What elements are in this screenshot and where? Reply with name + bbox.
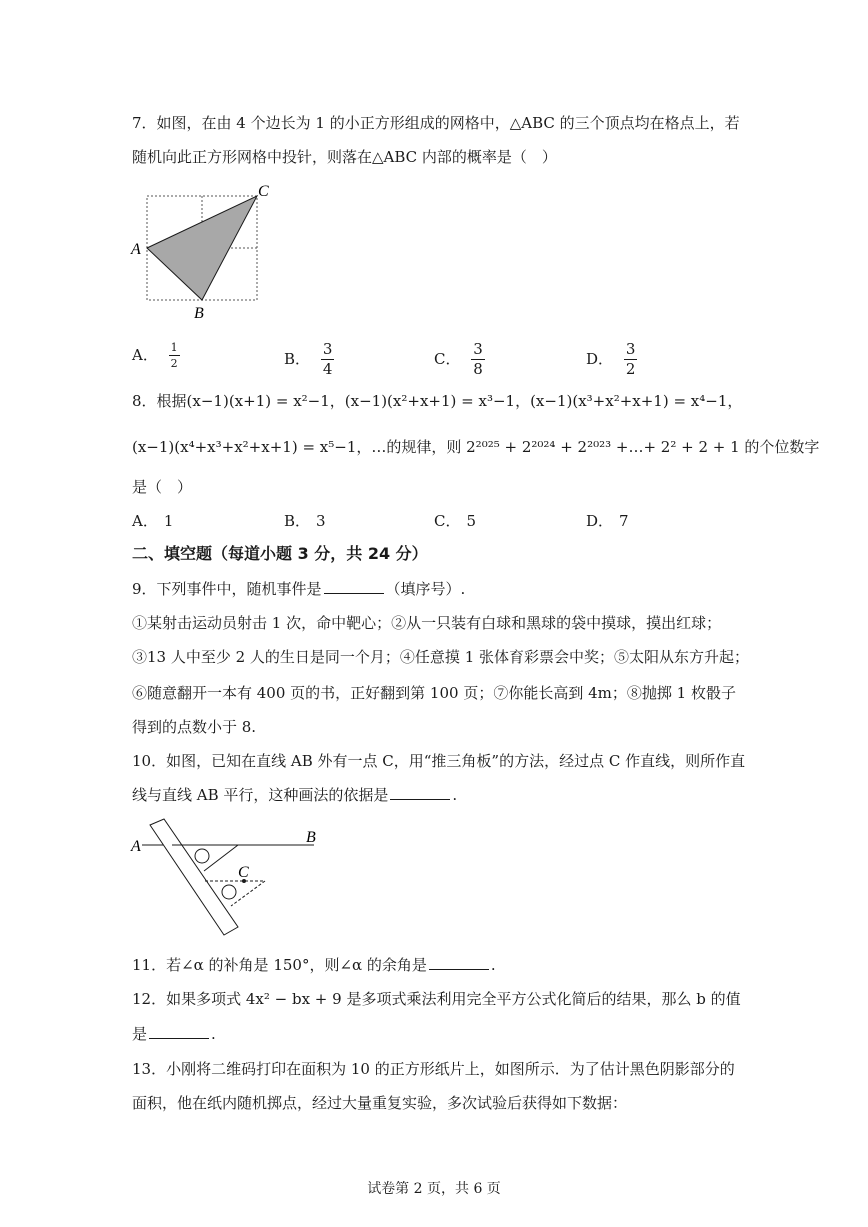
q8-line-2: (x−1)(x⁴+x³+x²+x+1) = x⁵−1，…的规律，则 2²⁰²⁵ + 2²⁰²⁴ + 2²⁰²³ +…+ 2² + 2 + 1 的个位数字 <box>132 438 820 456</box>
q8-choice-c: C． 5 <box>434 512 477 530</box>
q8-choice-d: D． 7 <box>586 512 629 530</box>
q10-label-a: A <box>131 838 141 855</box>
q9-line-5: 得到的点数小于 8. <box>132 718 257 736</box>
q9-line-2: ①某射击运动员射击 1 次，命中靶心；②从一只装有白球和黑球的袋中摸球，摸出红球； <box>132 614 722 632</box>
q13-line-2: 面积，他在纸内随机掷点，经过大量重复实验，多次试验后获得如下数据： <box>132 1094 628 1112</box>
page-footer: 试卷第 2 页，共 6 页 <box>367 1181 501 1197</box>
q12-answer-blank <box>149 1024 209 1039</box>
q7-choice-d: D． $\frac{3}{2}$ <box>586 340 636 378</box>
q11-answer-blank <box>429 955 489 970</box>
q7-choice-a: A． $\frac{1}{2}$ <box>132 341 178 370</box>
q9-line-4: ⑥随意翻开一本有 400 页的书，正好翻到第 100 页；⑦你能长高到 4m；⑧抛掷 1 枚骰子 <box>132 684 736 702</box>
q10-set-square-figure <box>126 815 326 939</box>
q7-choice-d-fraction: $\frac{3}{2}$ <box>625 340 636 378</box>
q9-line-1: 9．下列事件中，随机事件是 （填序号）. <box>132 580 466 598</box>
q10-ruler <box>150 819 238 935</box>
q10-answer-blank <box>390 785 450 800</box>
q8-choice-a: A． 1 <box>132 512 174 530</box>
q8-line-1: 8．根据(x−1)(x+1) = x²−1，(x−1)(x²+x+1) = x³−1，(x−1)(x³+x²+x+1) = x⁴−1， <box>132 392 743 410</box>
q7-line-1: 7．如图，在由 4 个边长为 1 的小正方形组成的网格中，△ABC 的三个顶点均在格点上，若 <box>132 114 740 132</box>
q12-line-1: 12．如果多项式 4x² − bx + 9 是多项式乘法利用完全平方公式化简后的结果，那么 b 的值 <box>132 990 741 1008</box>
q7-triangle-figure <box>126 180 286 320</box>
q7-choice-c-fraction: $\frac{3}{8}$ <box>473 340 483 378</box>
q8-choices <box>132 510 752 540</box>
q7-label-a: A <box>131 241 141 258</box>
section-fill-in-heading: 二、填空题（每道小题 3 分，共 24 分） <box>132 544 428 563</box>
q7-choice-b: B． $\frac{3}{4}$ <box>284 340 333 378</box>
q8-choice-b: B． 3 <box>284 512 326 530</box>
q10-label-c: C <box>238 864 249 881</box>
q7-label-b: B <box>194 305 204 320</box>
q13-line-1: 13．小刚将二维码打印在面积为 10 的正方形纸片上，如图所示．为了估计黑色阴影部分的 <box>132 1060 735 1078</box>
q11-line: 11．若∠α 的补角是 150°，则∠α 的余角是 . <box>132 956 496 974</box>
q7-choice-b-fraction: $\frac{3}{4}$ <box>322 340 333 378</box>
q7-label-c: C <box>258 183 269 200</box>
q7-choices <box>132 340 752 378</box>
q7-choice-a-fraction: $\frac{1}{2}$ <box>170 341 178 370</box>
q10-label-b: B <box>306 829 316 846</box>
q10-line-1: 10．如图，已知在直线 AB 外有一点 C，用“推三角板”的方法，经过点 C 作直线，则所作直 <box>132 752 746 770</box>
q7-choice-c: C． $\frac{3}{8}$ <box>434 340 483 378</box>
q9-line-3: ③13 人中至少 2 人的生日是同一个月；④任意摸 1 张体育彩票会中奖；⑤太阳从东方升起； <box>132 648 750 666</box>
q9-answer-blank <box>324 579 384 594</box>
q8-line-3: 是（ ） <box>132 478 193 496</box>
q10-line-2: 线与直线 AB 平行，这种画法的依据是 . <box>132 786 458 804</box>
q7-line-2: 随机向此正方形网格中投针，则落在△ABC 内部的概率是（ ） <box>132 148 557 166</box>
q12-line-2: 是 . <box>132 1025 216 1043</box>
